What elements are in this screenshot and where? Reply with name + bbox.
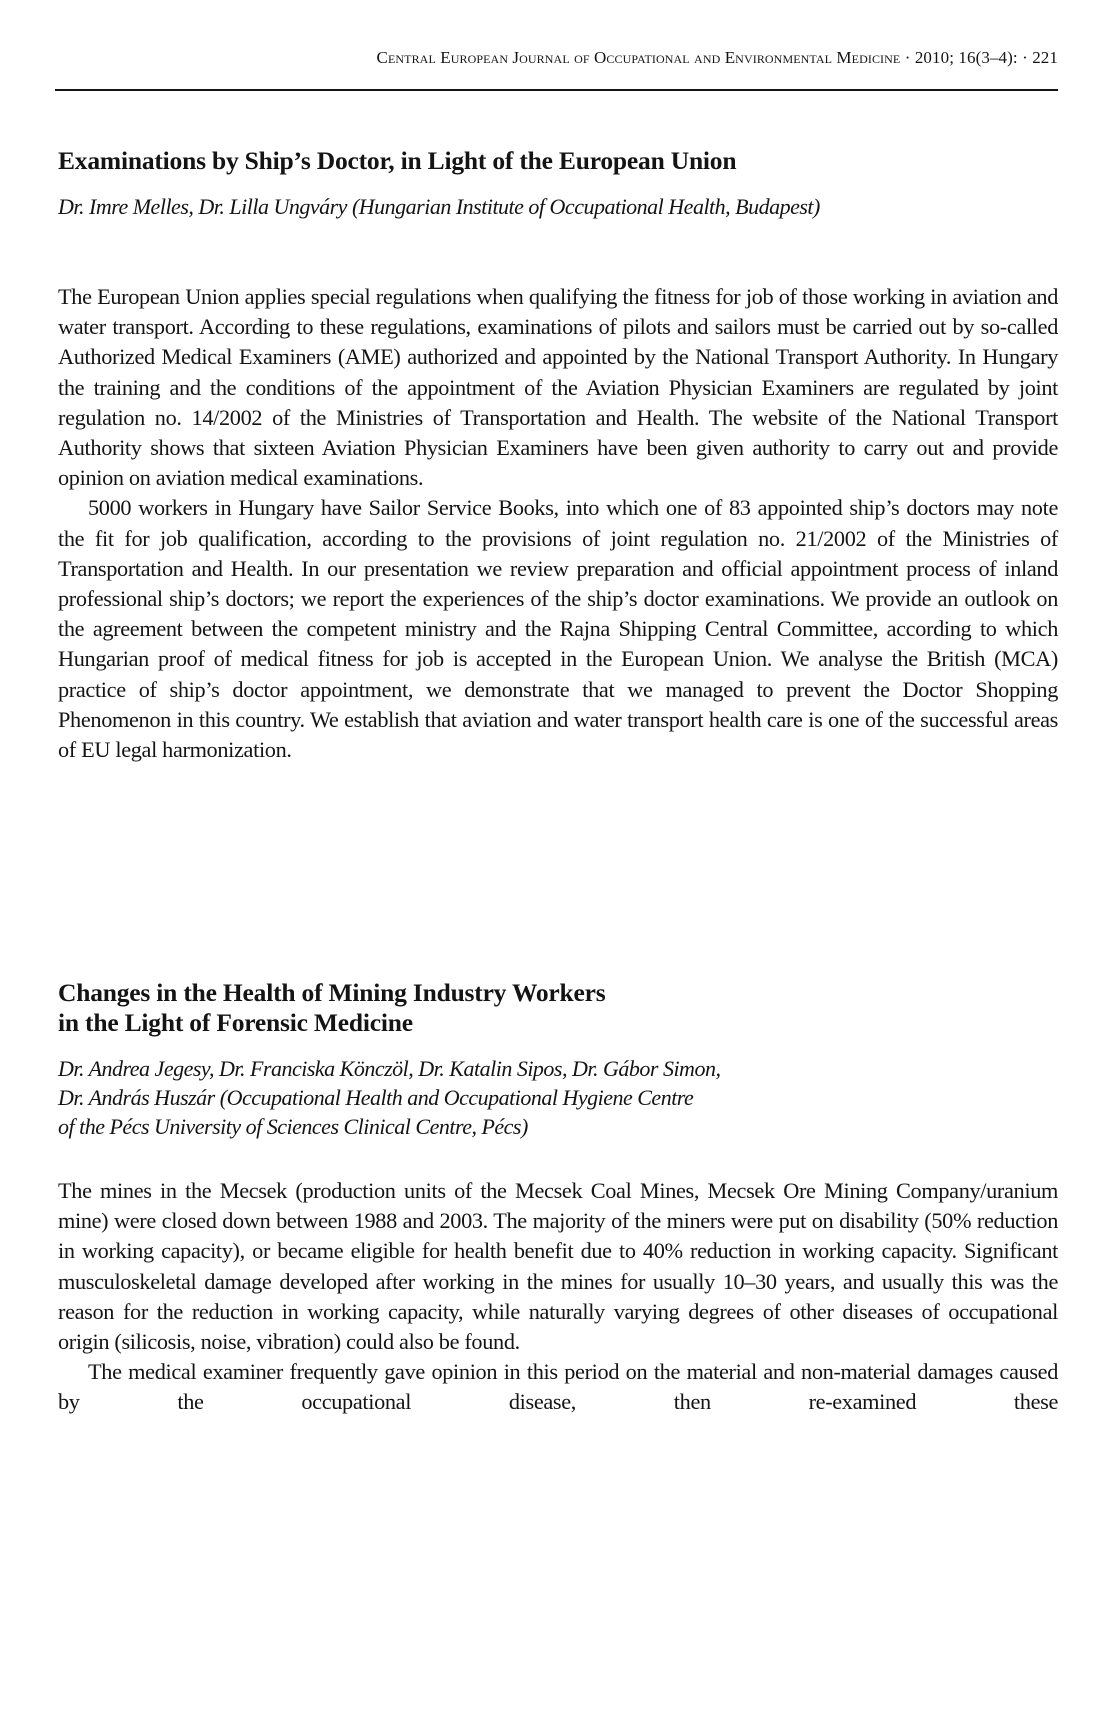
article-2-title-line-2: in the Light of Forensic Medicine (58, 1008, 413, 1037)
citation: 2010; 16(3–4): · 221 (914, 48, 1058, 67)
article-1-title: Examinations by Ship’s Doctor, in Light of the European Union (58, 146, 737, 175)
article-2-title (58, 978, 605, 1038)
article-2-authors-line-1: Dr. Andrea Jegesy, Dr. Franciska Könczöl, Dr. Katalin Sipos, Dr. Gábor Simon, (58, 1056, 721, 1081)
article-2-authors-line-2: Dr. András Huszár (Occupational Health and Occupational Hygiene Centre (58, 1085, 694, 1110)
article-2-paragraph-1: The mines in the Mecsek (production units of the Mecsek Coal Mines, Mecsek Ore Mining Company/uranium mine) were closed down between 1988 and 2003. The majority of the miners were put on disability (50% reduction in working capacity), or became eligible for health benefit due to 40% reduction in working capacity. Significant musculoskeletal damage developed after working in the mines for usually 10–30 years, and usually this was the reason for the reduction in working capacity, while naturally varying degrees of other diseases of occupational origin (silicosis, noise, vibration) could also be found. (58, 1178, 1058, 1355)
article-2-abstract (58, 1176, 1058, 1418)
running-header (377, 48, 1058, 68)
article-1-abstract (58, 282, 1058, 765)
header-rule (55, 89, 1058, 91)
article-2-authors-line-3: of the Pécs University of Sciences Clinical Centre, Pécs) (58, 1114, 528, 1139)
journal-name: Central European Journal of Occupational and Environmental Medicine (376, 48, 901, 67)
article-2-paragraph-2: The medical examiner frequently gave opinion in this period on the material and non-material damages caused by the occupational disease, then re-examined these (58, 1359, 1058, 1415)
header-separator: · (900, 48, 915, 67)
article-2-authors (58, 1054, 720, 1141)
article-1-paragraph-1: The European Union applies special regulations when qualifying the fitness for job of those working in aviation and water transport. According to these regulations, examinations of pilots and sailors must be carried out by so-called Authorized Medical Examiners (AME) authorized and appointed by the National Transport Authority. In Hungary the training and the conditions of the appointment of the Aviation Physician Examiners are regulated by joint regulation no. 14/2002 of the Ministries of Transportation and Health. The website of the National Transport Authority shows that sixteen Aviation Physician Examiners have been given authority to carry out and provide opinion on aviation medical examinations. (58, 284, 1058, 491)
article-1-authors: Dr. Imre Melles, Dr. Lilla Ungváry (Hungarian Institute of Occupational Health, Budapest) (58, 194, 820, 219)
article-1-paragraph-2: 5000 workers in Hungary have Sailor Service Books, into which one of 83 appointed ship’s doctors may note the fit for job qualification, according to the provisions of joint regulation no. 21/2002 of the Ministries of Transportation and Health. In our presentation we review preparation and official appointment process of inland professional ship’s doctors; we report the experiences of the ship’s doctor examinations. We provide an outlook on the agreement between the competent ministry and the Rajna Shipping Central Committee, according to which Hungarian proof of medical fitness for job is accepted in the European Union. We analyse the British (MCA) practice of ship’s doctor appointment, we demonstrate that we managed to prevent the Doctor Shopping Phenomenon in this country. We establish that aviation and water transport health care is one of the successful areas of EU legal harmonization. (58, 495, 1058, 763)
article-2-title-line-1: Changes in the Health of Mining Industry Workers (58, 978, 606, 1007)
